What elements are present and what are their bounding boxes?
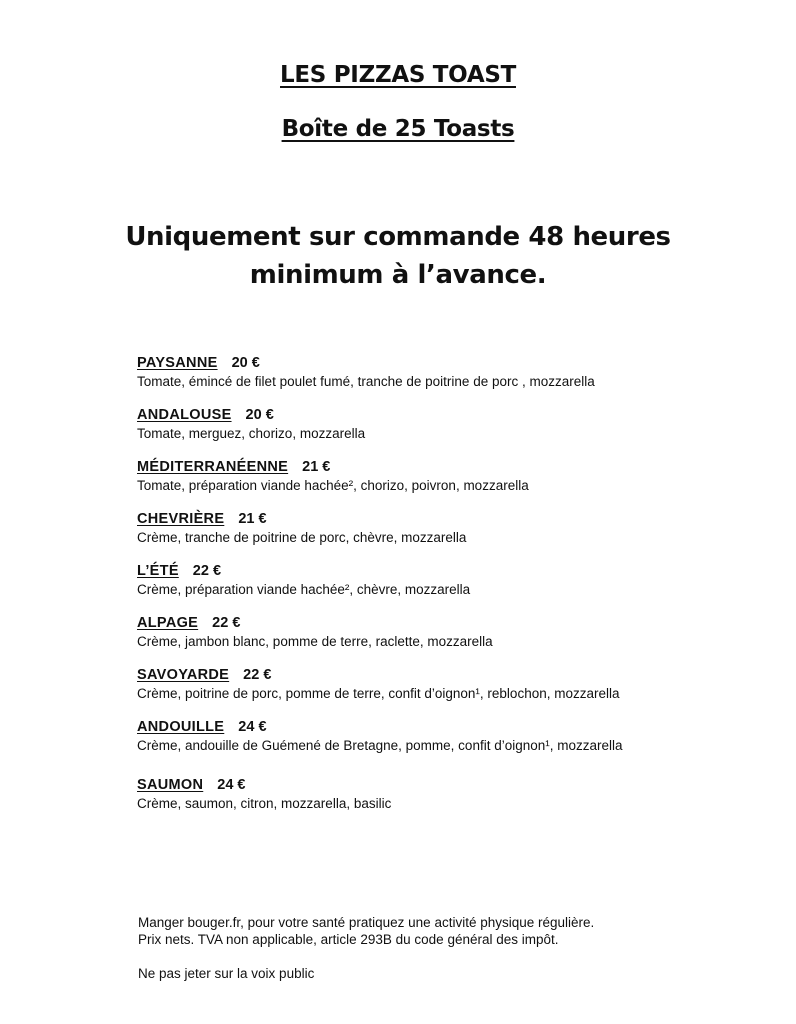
menu-item-header [137, 406, 757, 425]
menu-item-name: SAVOYARDE [137, 667, 230, 683]
menu-item-header [137, 666, 757, 685]
menu-item-description: Tomate, merguez, chorizo, mozzarella [137, 426, 366, 441]
footer-notes [138, 914, 758, 982]
menu-item [137, 406, 757, 443]
menu-item-header [137, 718, 757, 737]
menu-item-name: ANDALOUSE [137, 407, 232, 423]
menu-item-price: 20 € [245, 407, 274, 423]
menu-item-header [137, 562, 757, 581]
menu-item [137, 458, 757, 495]
menu-item-price: 22 € [212, 615, 241, 631]
menu-item [137, 666, 757, 703]
menu-item [137, 510, 757, 547]
menu-item-name: MÉDITERRANÉENNE [137, 459, 289, 475]
tax-notice: Prix nets. TVA non applicable, article 293B du code général des impôt. [138, 932, 559, 947]
order-notice: Uniquement sur commande 48 heures minimum à l’avance. [125, 222, 671, 290]
menu-item [137, 614, 757, 651]
menu-item-description: Tomate, émincé de filet poulet fumé, tranche de poitrine de porc , mozzarella [137, 374, 595, 389]
litter-notice: Ne pas jeter sur la voix public [138, 966, 315, 981]
page-title: LES PIZZAS TOAST [280, 62, 516, 88]
page-subtitle: Boîte de 25 Toasts [281, 116, 515, 142]
menu-item-header [137, 458, 757, 477]
menu-item [137, 776, 757, 813]
footer-spacer [138, 948, 758, 965]
menu-item-description: Crème, tranche de poitrine de porc, chèvre, mozzarella [137, 530, 467, 545]
menu-item [137, 562, 757, 599]
menu-item-name: PAYSANNE [137, 355, 218, 371]
menu-item-description: Crème, préparation viande hachée², chèvre, mozzarella [137, 582, 471, 597]
menu-item-header [137, 614, 757, 633]
menu-item [137, 718, 757, 755]
menu-item-price: 22 € [192, 563, 222, 579]
menu-item-price: 21 € [302, 459, 331, 475]
menu-item-description: Crème, saumon, citron, mozzarella, basilic [137, 796, 392, 811]
menu-item-description: Crème, jambon blanc, pomme de terre, raclette, mozzarella [137, 634, 493, 649]
menu-item-name: L’ÉTÉ [137, 563, 179, 579]
menu-item-description: Tomate, préparation viande hachée², chorizo, poivron, mozzarella [137, 478, 529, 493]
menu-item-name: ALPAGE [137, 615, 199, 631]
menu-item-name: SAUMON [137, 777, 204, 793]
menu-item-description: Crème, andouille de Guémené de Bretagne, pomme, confit d’oignon¹, mozzarella [137, 738, 623, 753]
menu-item-header [137, 510, 757, 529]
menu-item-price: 22 € [243, 667, 272, 683]
menu-item-name: CHEVRIÈRE [137, 511, 225, 527]
menu-item-name: ANDOUILLE [137, 719, 225, 735]
menu-item-price: 24 € [238, 719, 267, 735]
menu-item-price: 20 € [231, 355, 260, 371]
menu-item-header [137, 776, 757, 795]
health-notice: Manger bouger.fr, pour votre santé pratiquez une activité physique régulière. [138, 915, 595, 930]
menu-item [137, 354, 757, 391]
menu-item-header [137, 354, 757, 373]
menu-item-description: Crème, poitrine de porc, pomme de terre, confit d’oignon¹, reblochon, mozzarella [137, 686, 620, 701]
menu-item-price: 24 € [217, 777, 246, 793]
menu-item-price: 21 € [238, 511, 267, 527]
